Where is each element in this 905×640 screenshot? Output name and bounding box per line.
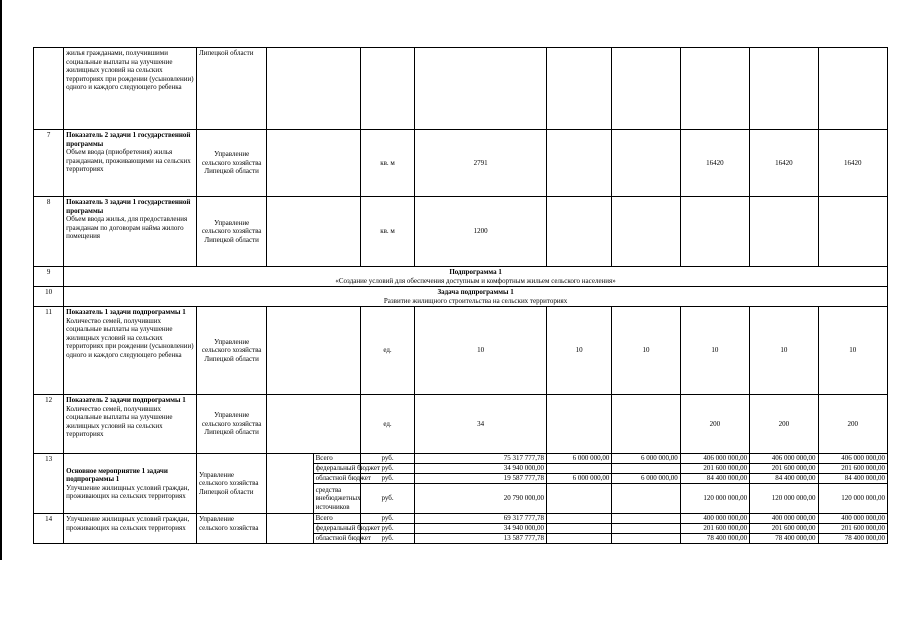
table-row-13 [34, 454, 888, 464]
cell-value-4: 200 [680, 395, 749, 454]
cell-value-5: 120 000 000,00 [750, 484, 818, 514]
row-number: 7 [34, 130, 64, 197]
document-page [33, 47, 888, 544]
cell-value-5: 78 400 000,00 [750, 534, 818, 544]
cell-value-6: 201 600 000,00 [818, 524, 887, 534]
subprogram-name: «Создание условий для обеспечения доступным и комфортным жильем сельского населения» [335, 276, 616, 285]
cell-indicator-text [64, 197, 197, 267]
cell-value-1: 20 790 000,00 [415, 484, 547, 514]
cell-value-2: 6 000 000,00 [546, 474, 611, 484]
indicator-description: Объем ввода жилья, для предоставления гражданам по договорам найма жилого помещения [66, 215, 188, 241]
cell-funding-source: областной бюджет [313, 534, 360, 544]
cell-value-1: 1200 [415, 197, 547, 267]
activity-title: Основное мероприятие 1 задачи подпрограммы 1 [66, 466, 168, 484]
cell-value-2 [546, 464, 611, 474]
cell-value-6: 201 600 000,00 [818, 464, 887, 474]
row-number: 9 [34, 267, 64, 287]
cell-unit: кв. м [360, 130, 414, 197]
cell-value-4: 201 600 000,00 [680, 464, 749, 474]
cell-value-5: 201 600 000,00 [750, 464, 818, 474]
cell-indicator-text [64, 307, 197, 395]
cell-value-2: 6 000 000,00 [546, 454, 611, 464]
row-number: 10 [34, 287, 64, 307]
cell-indicator-text: жилья гражданами, получившими социальные выплаты на улучшение жилищных условий на сельских территориях при рождении (усыновлении) одного и каждого следующего ребенка [64, 48, 197, 130]
cell-number [34, 48, 64, 130]
indicator-title: Показатель 2 задачи 1 государственной программы [66, 131, 191, 148]
cell-value-2 [546, 484, 611, 514]
cell-value-3: 6 000 000,00 [612, 454, 680, 464]
table-row-11 [34, 307, 888, 395]
cell-value-6: 400 000 000,00 [818, 514, 887, 524]
cell-value-5: 84 400 000,00 [750, 474, 818, 484]
cell-unit: руб. [360, 454, 414, 464]
cell-value-5: 400 000 000,00 [750, 514, 818, 524]
cell-organization: Управление сельского хозяйства Липецкой области [196, 307, 266, 395]
cell-organization: Управление сельского хозяйства Липецкой области [196, 395, 266, 454]
table-row-7 [34, 130, 888, 197]
cell-value-3 [612, 464, 680, 474]
cell-value-4: 16420 [680, 130, 749, 197]
cell-value-4: 10 [680, 307, 749, 395]
indicator-description: Количество семей, получивших социальные выплаты на улучшение жилищных условий на сельских территориях при рождении (усыновлении) одного и каждого следующего ребенка [66, 316, 194, 359]
cell-value-5: 10 [750, 307, 818, 395]
cell-value-3: 6 000 000,00 [612, 474, 680, 484]
cell-value-1: 2791 [415, 130, 547, 197]
cell-value-6: 78 400 000,00 [818, 534, 887, 544]
cell-unit: руб. [360, 474, 414, 484]
cell-value-1: 75 317 777,78 [415, 454, 547, 464]
page-edge-line [0, 0, 2, 560]
cell-value-5: 406 000 000,00 [750, 454, 818, 464]
cell-unit: руб. [360, 484, 414, 514]
cell-value-5: 201 600 000,00 [750, 524, 818, 534]
cell-unit: кв. м [360, 197, 414, 267]
cell-funding-source: Всего [313, 454, 360, 464]
cell-value-2: 10 [546, 307, 611, 395]
table-row-9 [34, 267, 888, 287]
cell-value-4: 201 600 000,00 [680, 524, 749, 534]
cell-organization: Управление сельского хозяйства [196, 514, 266, 544]
cell-value-1: 34 940 000,00 [415, 464, 547, 474]
cell-indicator-text [64, 395, 197, 454]
cell-value-6: 16420 [818, 130, 887, 197]
cell-value-1: 13 587 777,78 [415, 534, 547, 544]
task-header [64, 287, 888, 307]
cell-unit: руб. [360, 464, 414, 474]
cell-unit: руб. [360, 534, 414, 544]
cell-value-1: 69 317 777,78 [415, 514, 547, 524]
task-name: Развитие жилищного строительства на сельских территориях [383, 296, 568, 305]
cell-value-6: 120 000 000,00 [818, 484, 887, 514]
table-row-12 [34, 395, 888, 454]
cell-value-3: 10 [612, 307, 680, 395]
cell-indicator-text [64, 130, 197, 197]
cell-value-3 [612, 484, 680, 514]
cell-value-1: 34 [415, 395, 547, 454]
cell-unit: ед. [360, 395, 414, 454]
cell-value-6: 406 000 000,00 [818, 454, 887, 464]
indicator-title: Показатель 3 задачи 1 государственной программы [66, 198, 191, 215]
cell-value-1: 19 587 777,78 [415, 474, 547, 484]
row-number: 11 [34, 307, 64, 395]
cell-value-4: 400 000 000,00 [680, 514, 749, 524]
table-row-14 [34, 514, 888, 524]
cell-value-4: 406 000 000,00 [680, 454, 749, 464]
activity-description: Улучшение жилищных условий граждан, проживающих на сельских территориях [66, 483, 190, 501]
row-number: 14 [34, 514, 64, 544]
cell-value-4: 78 400 000,00 [680, 534, 749, 544]
cell-funding-source: федеральный бюджет [313, 464, 360, 474]
cell-indicator-text: Улучшение жилищных условий граждан, проживающих на сельских территориях [64, 514, 197, 544]
cell-funding-source: средства внебюджетных источников [313, 484, 360, 514]
cell-value-1: 34 940 000,00 [415, 524, 547, 534]
cell-organization: Управление сельского хозяйства Липецкой области [196, 454, 266, 514]
subprogram-title: Подпрограмма 1 [449, 268, 502, 276]
row-number: 8 [34, 197, 64, 267]
cell-value-5: 16420 [750, 130, 818, 197]
indicator-description: Количество семей, получивших социальные выплаты на улучшение жилищных условий на сельских территориях [66, 404, 173, 439]
table-row-continuation [34, 48, 888, 130]
cell-organization: Управление сельского хозяйства Липецкой области [196, 197, 266, 267]
cell-organization: Липецкой области [196, 48, 266, 130]
cell-unit: руб. [360, 514, 414, 524]
indicator-title: Показатель 2 задачи подпрограммы 1 [66, 396, 186, 405]
subprogram-header [64, 267, 888, 287]
cell-indicator-text [64, 454, 197, 514]
task-title: Задача подпрограммы 1 [437, 288, 514, 297]
table-row-8 [34, 197, 888, 267]
cell-organization: Управление сельского хозяйства Липецкой области [196, 130, 266, 197]
cell-unit: руб. [360, 524, 414, 534]
cell-funding-source: областной бюджет [313, 474, 360, 484]
indicator-description: Объем ввода (приобретения) жилья гражданами, проживающими на сельских территориях [66, 148, 191, 174]
cell-value-6: 10 [818, 307, 887, 395]
cell-value-6: 200 [818, 395, 887, 454]
cell-value-1: 10 [415, 307, 547, 395]
cell-value-5: 200 [750, 395, 818, 454]
cell-value-4: 120 000 000,00 [680, 484, 749, 514]
indicator-title: Показатель 1 задачи подпрограммы 1 [66, 308, 186, 317]
table-row-10 [34, 287, 888, 307]
row-number: 12 [34, 395, 64, 454]
cell-funding-source: Всего [313, 514, 360, 524]
cell-value-4: 84 400 000,00 [680, 474, 749, 484]
cell-unit: ед. [360, 307, 414, 395]
cell-funding-source: федеральный бюджет [313, 524, 360, 534]
indicators-table [33, 47, 888, 544]
row-number: 13 [34, 454, 64, 514]
cell-value-6: 84 400 000,00 [818, 474, 887, 484]
